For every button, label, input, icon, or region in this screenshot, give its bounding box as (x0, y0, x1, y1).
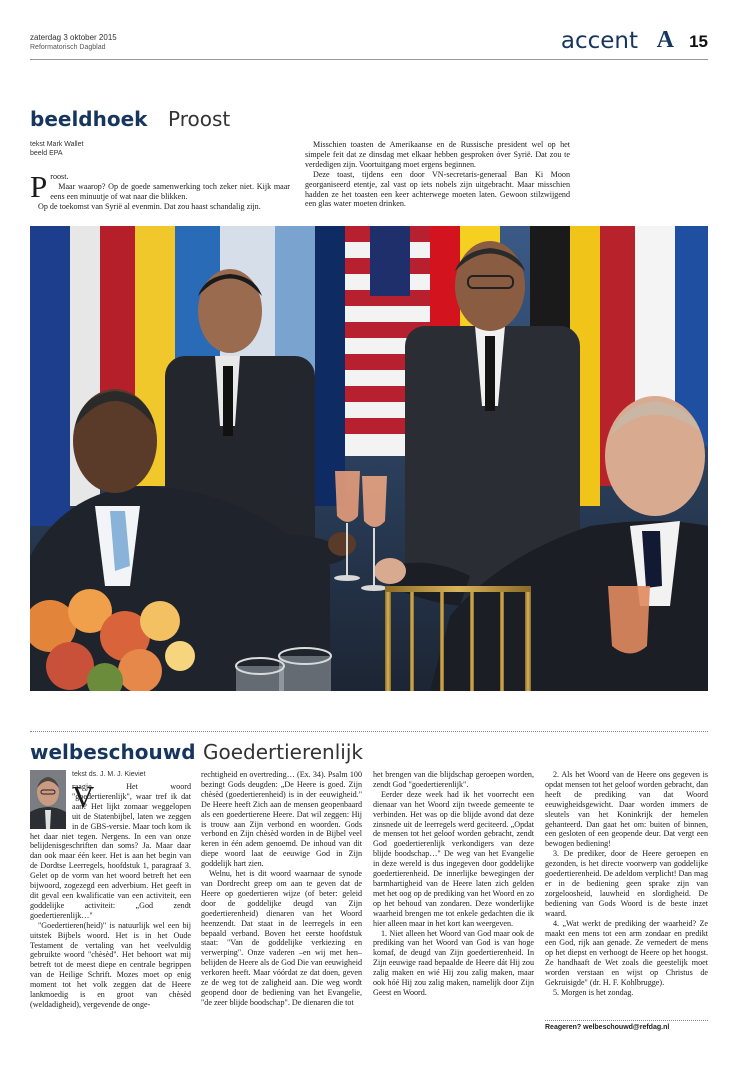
paragraph: 2. Als het Woord van de Heere ons gegeven is opdat mensen tot het geloof worden gebracht, dan heeft de prediking van dat Woord eeuwigheidsgewicht. Daar worden immers de sleutels van het Koninkrijk der hemelen gehanteerd. Dan gaat het om: buiten of binnen, een gesloten of een geopende deur. Dat vergt een bewogen bediening! (545, 770, 708, 849)
newspaper-name: Reformatorisch Dagblad (30, 44, 106, 51)
paragraph: Eerder deze week had ik het voorrecht een dienaar van het Woord zijn tweede gemeente te verbinden. Het was op die blijde avond dat deze zinsnede uit de leerregels werd geciteerd. „Opdat de mensen tot het geloof worden gebracht, zendt God goedertierenlijk verkondigers van deze blijde boodschap…" De weg van het Evangelie in deze wereld is dus ingegeven door goddelijke goedertierenheid. De innerlijke bewegingen der barmhartigheid van de Heere laten zich gelden met het oog op de prediking van het Woord en zo op het behoud van zondaren. Deze wonderlijke waarheid brengen me tot enkele gedachten die ik hier alleen maar in het kort kan weergeven. (373, 789, 534, 928)
rubric-beeldhoek: beeldhoek (30, 107, 148, 131)
welbeschouwd-column-1 (30, 779, 191, 1010)
paragraph: roost. (50, 172, 69, 181)
paragraph: raagje. Het woord "goedertierenlijk", waar tref ik dat aan? Het lijkt zomaar weggelopen uit de Statenbijbel, laten we zeggen in de GBS-versie. Maar toch kom ik het daar niet tegen. Nergens. In een van onze belijdenisgeschriften dan soms? Ja. Maar daar dan ook maar één keer. Het is aan het begin van de Dordtse Leerregels, hoofdstuk 1, paragraaf 3. Gelet op de vorm van het woord betreft het een bijwoord, zogezegd een adverbium. Het geeft in dit geval een kwalificatie van een activiteit, een goddelijke activiteit: „God zendt goedertierenlijk…" (30, 782, 191, 920)
welbeschouwd-column-2 (201, 770, 362, 1008)
byline-text: tekst Mark Wallet (30, 141, 84, 148)
welbeschouwd-column-1a (72, 779, 191, 814)
paragraph: Maar waarop? Op de goede samenwerking toch zeker niet. Kijk maar eens een minuutje of wat naar die blikken. (50, 181, 290, 201)
news-photo (30, 226, 708, 691)
headline-proost: Proost (168, 107, 231, 131)
welbeschouwd-column-4 (545, 770, 708, 998)
dropcap-p: P (30, 169, 48, 204)
paragraph: rechtigheid en overtreding… (Ex. 34). Psalm 100 bezingt Gods deugden: „De Heere is goed. Zijn chèsèd (goedertierenheid) is in der eeuwigheid." De Heere heeft Zich aan de mensen geopenbaard als een goedertierene Heere. Dat wil zeggen: Hij is trouw aan Zijn verbond en woorden. Gods verbond en Zijn chèsèd worden in de Bijbel veel keren in één adem genoemd. De inhoud van dit diepe woord laat de eeuwige God in Zijn goddelijk hart zien. (201, 770, 362, 869)
issue-date: zaterdag 3 oktober 2015 (30, 33, 117, 42)
section-title: accent (560, 28, 638, 54)
byline-image: beeld EPA (30, 150, 63, 157)
headline-goedertierenlijk: Goedertierenlijk (203, 740, 363, 764)
rubric-welbeschouwd: welbeschouwd (30, 740, 196, 764)
beeldhoek-column-1 (30, 169, 290, 212)
paragraph: Op de toekomst van Syrië al evenmin. Dat zou haast schandalig zijn. (38, 201, 261, 211)
beeldhoek-column-2 (305, 140, 570, 209)
paragraph: het brengen van die blijdschap geroepen worden, zendt God "goedertierenlijk". (373, 770, 534, 789)
paragraph: 4. „Wat werkt de prediking der waarheid? Ze maakt een mens tot een arm zondaar en predikt een God, rijk aan genade. Ze vernedert de mens op het diepst en verhoogt de Heere op het hoogst. Ze handhaaft de Wet zoals die geestelijk moet worden verstaan en wijst op Christus de Gekruisigde" (dr. H. F. Kohlbrugge). (545, 918, 708, 988)
section-divider (30, 731, 708, 732)
welbeschouwd-column-3 (373, 770, 534, 998)
paragraph: 5. Morgen is het zondag. (553, 987, 634, 997)
paragraph: Welnu, het is dit woord waarnaar de synode van Dordrecht greep om aan te geven dat de Heere op goedertieren wijze (of beter: geleid door de goddelijke deugd van Zijn goedertierenheid) dienaren van het Woord heenzendt. Dat staat in de leerregels in een bepaald verband. Boven het eerste hoofdstuk staat: "Van de goddelijke verkiezing en verwerping". Onze vaderen –en wij met hen– belijden de Heere als de God Die van eeuwigheid verkoren heeft. Maar vóórdat ze dat doen, geven ze de weg tot de zaligheid aan. Die weg wordt geopend door de bediening van het Evangelie, "de zeer blijde boodschap". De dienaren die tot (201, 869, 362, 1007)
dropcap-v: V (72, 779, 95, 814)
page-number: 15 (689, 32, 708, 51)
feedback-email[interactable]: Reageren? welbeschouwd@refdag.nl (545, 1020, 708, 1031)
paragraph: 1. Niet alleen het Woord van God maar ook de prediking van het Woord van God is van hoge komaf, de deugd van Zijn goedertierenheid. In Zijn eeuwige raad bepaalde de Heere dát Hij zou zalig maken en wié Hij zou zalig maken, maar ook hóé Hij zou zalig maken, namelijk door Zijn Geest en Woord. (373, 928, 534, 997)
paragraph: Deze toast, tijdens een door VN-secretaris-generaal Ban Ki Moon georganiseerd etentje, zal vast op iets nobels zijn uitgebracht. Maar misschien hadden ze het toasten een keer achterwege moeten laten. Gewoon stilzwijgend een glas water moeten drinken. (305, 169, 570, 209)
byline-author: tekst ds. J. M. J. Kieviet (72, 771, 146, 778)
paragraph: 3. De prediker, door de Heere geroepen en gezonden, is het directe voorwerp van goddelijke goedertierenheid. De adeldom verplicht! Dan mag er in de bediening geen sprake zijn van zorgeloosheid, lauwheid en slordigheid. De bediening van Gods Woord is de beste inzet waard. (545, 849, 708, 918)
accent-logo: A (656, 27, 674, 53)
paragraph: "Goedertieren(heid)" is natuurlijk wel een bij uitstek Bijbels woord. Het is in het Oude Testament de vertaling van het veelvuldig gebruikte woord "chèsèd". Het behoort wat mij betreft tot de meest diepe en centrale begrippen van de Heilige Schrift. Mozes moet op enig moment tot het volk zeggen dat de Heere lankmoedig is en groot van chèsèd (weldadigheid), vergevende de onge- (30, 920, 191, 1009)
paragraph: Misschien toasten de Amerikaanse en de Russische president wel op het simpele feit dat ze dinsdag met elkaar hebben gesproken óver Syrië. Dat zou te verdedigen zijn. Voortuitgang moet ergens beginnen. (305, 140, 570, 169)
masthead (30, 27, 708, 60)
